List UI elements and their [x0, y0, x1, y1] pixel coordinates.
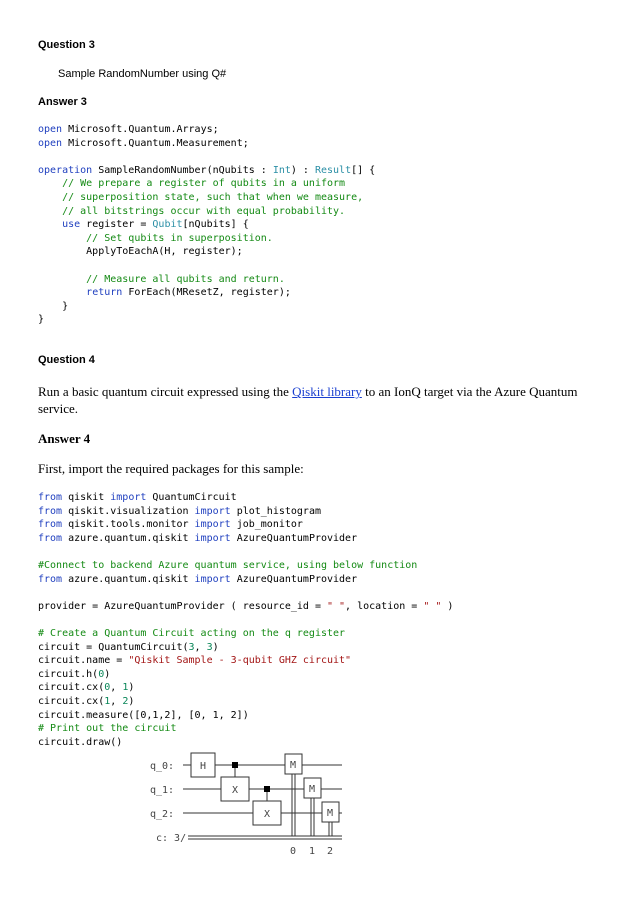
bit-label-1: 1 — [309, 846, 316, 857]
code-number: 2 — [122, 695, 129, 707]
code-text: provider = AzureQuantumProvider ( resource_id = — [38, 600, 327, 612]
code-text: circuit.draw() — [38, 736, 123, 748]
code-text: register = — [80, 219, 153, 231]
question-3-prompt: Sample RandomNumber using Q# — [58, 68, 227, 80]
code-text: , location = — [345, 600, 424, 612]
code-comment: // superposition state, such that when we measure, — [38, 191, 364, 203]
control-dot — [264, 786, 270, 792]
question-4-text-end: to an IonQ target via the Azure Quantum service. — [38, 384, 578, 416]
code-text: SampleRandomNumber(nQubits : — [92, 164, 273, 176]
code-string: "Qiskit Sample - 3-qubit GHZ circuit" — [128, 655, 352, 667]
code-text: ApplyToEachA(H, register); — [38, 246, 243, 258]
h-gate-label: H — [200, 761, 207, 772]
code-number: 3 — [206, 641, 213, 653]
code-text: } — [38, 300, 69, 312]
code-text: ) — [212, 641, 219, 653]
code-text: ) — [128, 695, 135, 707]
code-keyword: open — [38, 124, 63, 135]
code-comment: // all bitstrings occur with equal probability. — [38, 205, 346, 217]
code-type: Int — [272, 164, 291, 176]
code-text: ) — [104, 668, 111, 680]
code-keyword: open — [38, 137, 63, 149]
code-text: QuantumCircuit — [146, 492, 237, 503]
bit-label-0: 0 — [290, 846, 297, 857]
code-keyword: return — [86, 287, 123, 299]
code-keyword: import — [194, 505, 231, 517]
code-text: circuit.measure([0,1,2], [0, 1, 2]) — [38, 709, 249, 721]
measure-gate-label: M — [290, 760, 297, 771]
code-text: qiskit.tools.monitor — [62, 519, 195, 531]
code-text: azure.quantum.qiskit — [62, 573, 195, 585]
code-comment: # Print out the circuit — [38, 723, 177, 735]
code-keyword: import — [110, 492, 147, 503]
control-dot — [232, 762, 238, 768]
question-3-heading: Question 3 — [38, 39, 95, 51]
bit-label-2: 2 — [327, 846, 334, 857]
code-text: ) : — [290, 164, 315, 176]
code-text: circuit.cx( — [38, 682, 105, 694]
code-text: AzureQuantumProvider — [230, 573, 358, 585]
code-number: 0 — [104, 682, 111, 694]
code-comment: # Create a Quantum Circuit acting on the q register — [38, 627, 346, 639]
code-text: ) — [128, 682, 135, 694]
code-text: [nQubits] { — [182, 219, 249, 231]
code-text: circuit.h( — [38, 668, 99, 680]
qubit-label-1: q_1: — [150, 785, 175, 796]
x-gate-label: X — [264, 809, 271, 820]
code-text: ) — [441, 600, 454, 612]
code-text: , — [110, 695, 123, 707]
answer-4-intro: First, import the required packages for this sample: — [38, 461, 304, 476]
code-string: " " — [326, 600, 346, 612]
code-text: Microsoft.Quantum.Measurement; — [62, 137, 249, 149]
code-type: Result — [314, 164, 352, 176]
code-keyword: import — [194, 519, 231, 531]
code-text: , — [194, 641, 207, 653]
code-number: 1 — [122, 682, 129, 694]
code-keyword: operation — [38, 164, 93, 176]
code-text: , — [110, 682, 123, 694]
code-comment: // Set qubits in superposition. — [38, 232, 273, 244]
code-text: Microsoft.Quantum.Arrays; — [62, 124, 219, 135]
code-keyword: from — [38, 532, 63, 544]
qubit-label-2: q_2: — [150, 809, 175, 820]
code-text: circuit.name = — [38, 655, 129, 667]
code-text: AzureQuantumProvider — [230, 532, 358, 544]
code-number: 3 — [188, 641, 195, 653]
code-text: circuit.cx( — [38, 695, 105, 707]
qiskit-library-link[interactable]: Qiskit library — [292, 384, 362, 399]
code-text: circuit = QuantumCircuit( — [38, 641, 189, 653]
code-text: job_monitor — [230, 519, 303, 531]
code-text: azure.quantum.qiskit — [62, 532, 195, 544]
code-keyword: from — [38, 573, 63, 585]
measure-gate-label: M — [327, 808, 334, 819]
x-gate-label: X — [232, 785, 239, 796]
code-number: 1 — [104, 695, 111, 707]
code-text: qiskit — [62, 492, 111, 503]
code-text: } — [38, 314, 45, 326]
code-string: " " — [423, 600, 442, 612]
code-keyword: from — [38, 519, 63, 531]
code-keyword: from — [38, 505, 63, 517]
code-type: Qubit — [152, 219, 183, 231]
code-comment: #Connect to backend Azure quantum service, using below function — [38, 559, 418, 571]
question-4-text-start: Run a basic quantum circuit expressed using the — [38, 384, 293, 399]
code-keyword: import — [194, 573, 231, 585]
code-keyword: use — [62, 219, 81, 231]
code-comment: // Measure all qubits and return. — [38, 273, 285, 285]
code-text: plot_histogram — [230, 505, 321, 517]
code-text: [] { — [351, 164, 376, 176]
code-keyword: import — [194, 532, 231, 544]
code-keyword: from — [38, 492, 63, 503]
code-text: qiskit.visualization — [62, 505, 195, 517]
question-4-heading: Question 4 — [38, 354, 95, 366]
answer-3-heading: Answer 3 — [38, 96, 87, 108]
code-comment: // We prepare a register of qubits in a uniform — [38, 178, 346, 190]
code-number: 0 — [98, 668, 105, 680]
answer-4-heading: Answer 4 — [38, 431, 91, 446]
measure-gate-label: M — [309, 784, 316, 795]
code-text: ForEach(MResetZ, register); — [122, 287, 291, 299]
qubit-label-0: q_0: — [150, 761, 175, 772]
classical-label: c: 3/ — [156, 833, 187, 844]
